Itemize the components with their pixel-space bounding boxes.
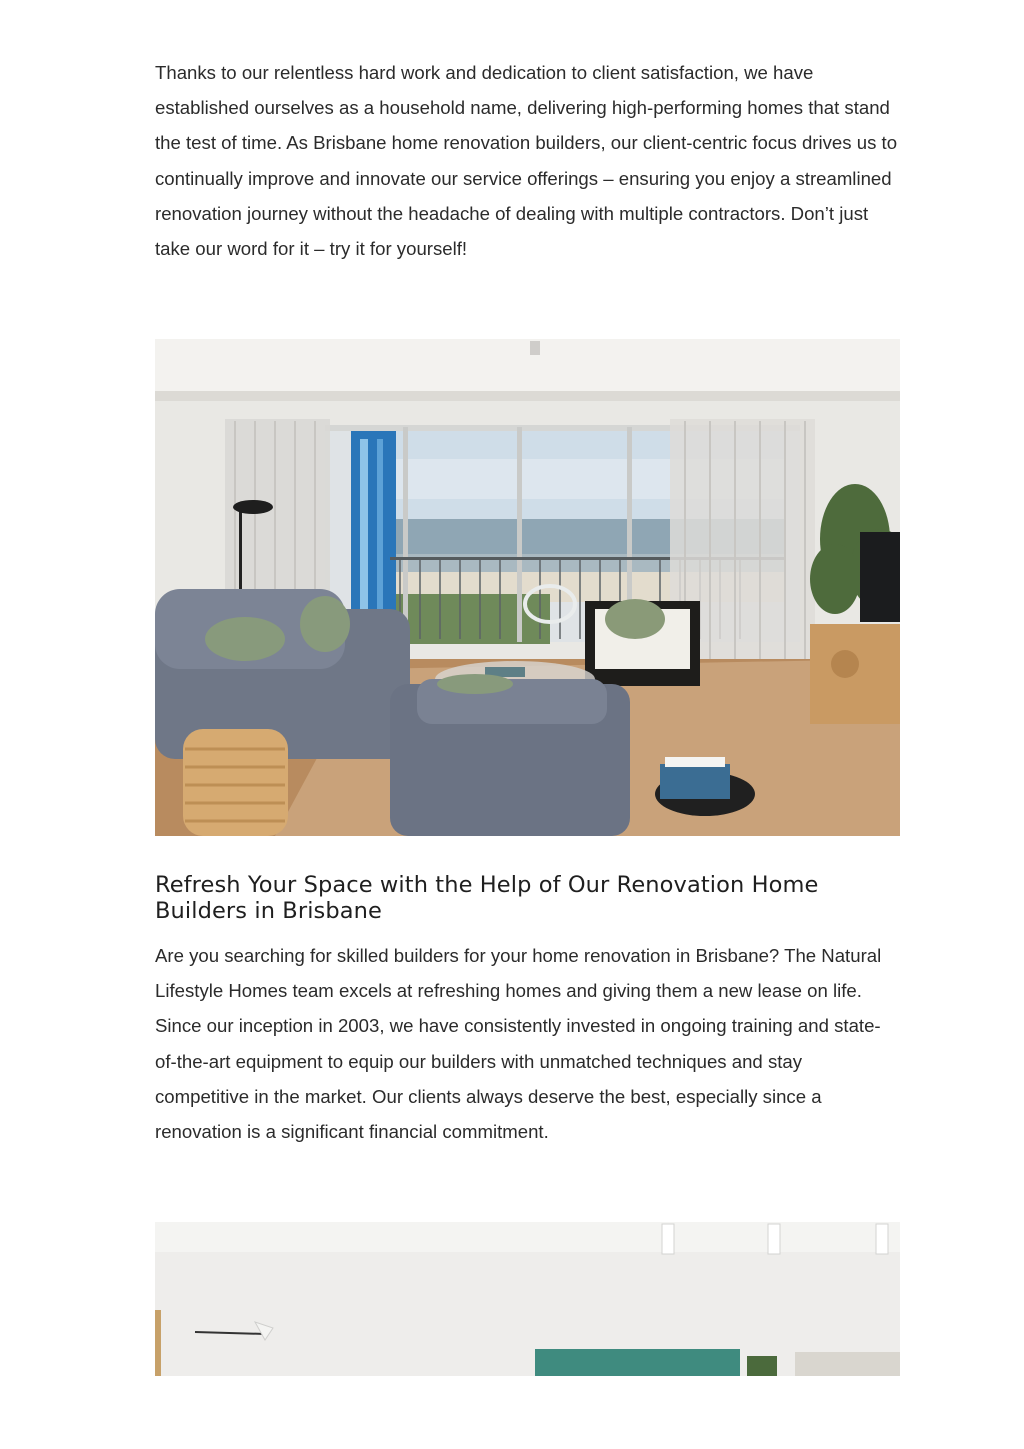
living-room-photo [155, 339, 900, 836]
kitchen-illustration [155, 1222, 900, 1376]
section-heading: Refresh Your Space with the Help of Our Renovation Home Builders in Brisbane [155, 872, 819, 924]
living-room-illustration [155, 339, 900, 836]
kitchen-photo [155, 1222, 900, 1376]
intro-paragraph: Thanks to our relentless hard work and dedication to client satisfaction, we have established ourselves as a household name, delivering high-performing homes that stand the test of time. As Brisbane home renovation builders, our client-centric focus drives us to continually improve and innovate our service offerings – ensuring you enjoy a streamlined renovation journey without the headache of dealing with multiple contractors. Don’t just take our word for it – try it for yourself! [155, 62, 898, 260]
section-paragraph: Are you searching for skilled builders for your home renovation in Brisbane? The Natural Lifestyle Homes team excels at refreshing homes and giving them a new lease on life. Since our inception in 2003, we have consistently invested in ongoing training and state-of-the-art equipment to equip our builders with unmatched techniques and stay competitive in the market. Our clients always deserve the best, especially since a renovation is a significant financial commitment. [155, 945, 882, 1143]
